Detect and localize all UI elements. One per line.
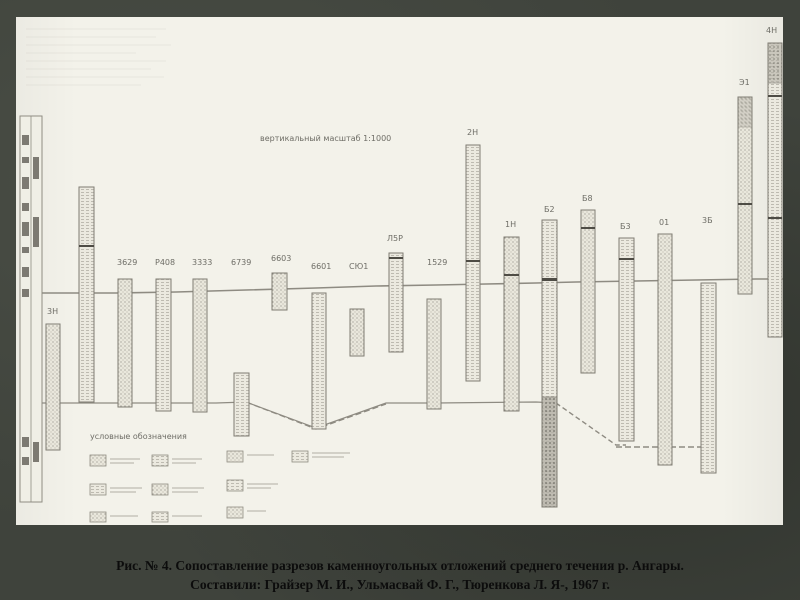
column-label: 6603 [271,254,292,263]
column-label: 01 [659,218,670,227]
figure-sheet [16,17,783,525]
legend-title: условные обозначения [90,432,187,441]
column-label: 1529 [427,258,448,267]
column-label: Б3 [620,222,631,231]
column-label: 3629 [117,258,138,267]
stratigraphic-scale [20,116,42,502]
legend [90,432,350,522]
column-label: 1Н [505,220,517,229]
column-label: 6739 [231,258,252,267]
scale-note: вертикальный масштаб 1:1000 [260,134,392,143]
column-label: Э1 [739,78,750,87]
column-label: 3Н [47,307,59,316]
column-label: 3Б [702,216,713,225]
faded-background-text [26,29,171,85]
column-label: 2Н [467,128,479,137]
figure-caption-line1: Рис. № 4. Сопоставление разрезов каменноугольных отложений среднего течения р. Ангары. [116,558,684,573]
column-label: СЮ1 [349,262,369,271]
figure-caption-line2: Составили: Грайзер М. И., Ульмасвай Ф. Г., Тюренкова Л. Я-, 1967 г. [190,577,610,592]
column-label: Л5Р [387,234,403,243]
column-label: Б2 [544,205,555,214]
column-label: 6601 [311,262,332,271]
column-label: Б8 [582,194,593,203]
column-label: 3333 [192,258,213,267]
correlation-diagram [16,17,783,525]
column-label: Р408 [155,258,176,267]
column-label: 4Н [766,26,778,35]
